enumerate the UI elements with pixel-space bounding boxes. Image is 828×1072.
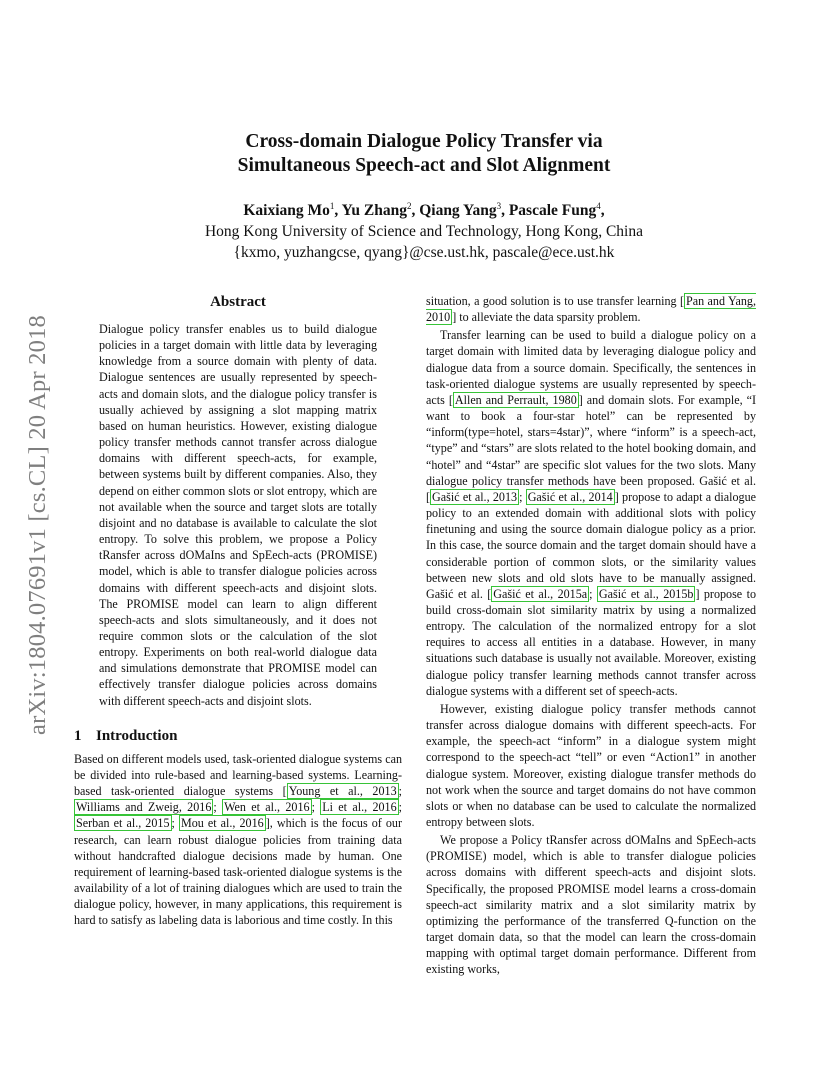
body-paragraph: [426, 293, 756, 325]
author-names: Kaixiang Mo$^1$, Yu Zhang$^2$, Qiang Yang$^3$, Pascale Fung$^4$,: [243, 201, 605, 220]
left-column: [74, 293, 402, 928]
author-affil-mark: 1: [329, 201, 335, 211]
citation-separator: ;: [398, 800, 403, 815]
citation-link[interactable]: Gašić et al., 2014: [527, 489, 613, 504]
author-emails: {kxmo, yuzhangcse, qyang}@cse.ust.hk, pascale@ece.ust.hk: [233, 244, 615, 262]
abstract-text: Dialogue policy transfer enables us to build dialogue policies in a target domain with little data by leveraging knowledge from a source domain with plenty of data. Dialogue sentences are usually represented by speech-acts and domain slots, and the dialogue policy transfer is usually achieved by assigning a slot mapping matrix based on human heuristics. However, existing dialogue policy transfer methods cannot transfer across dialogue domains with different speech-acts, for example, between systems built by different companies. Also, they depend on either common slots or slot entropy, which are not available when the source and target slots are totally disjoint and no database is available to calculate the slot entropy. To solve this problem, we propose a Policy tRansfer across dOMaIns and SpEech-acts (PROMISE) model, which is able to transfer dialogue policies across domains with different speech-acts and disjoint slots. The PROMISE model can learn to align different speech-acts and slots simultaneously, and it does not require common slots or the calculation of the slot entropy. Experiments on both real-world dialogue data and simulations demonstrate that PROMISE model can effectively transfer dialogue policies across domains with different speech-acts and disjoint slots.: [99, 322, 377, 708]
arxiv-identifier-text: arXiv:1804.07691v1 [cs.CL] 20 Apr 2018: [24, 315, 51, 735]
author-affiliation: Hong Kong University of Science and Technology, Hong Kong, China: [204, 223, 643, 241]
citation-link[interactable]: Allen and Perrault, 1980: [454, 392, 577, 407]
author-name: Qiang Yang: [419, 202, 497, 220]
citation-link[interactable]: Gašić et al., 2013: [432, 489, 518, 504]
paper-title: [150, 130, 698, 178]
section-title: Introduction: [96, 727, 178, 744]
body-paragraph: [426, 327, 756, 699]
intro-paragraph: [74, 751, 402, 929]
citation-separator: ;: [589, 586, 597, 601]
citation-link[interactable]: Wen et al., 2016: [224, 800, 310, 815]
paragraph-text: ] propose to adapt a dialogue policy to an extended domain with additional slots with policy finetuning and using the source domain dialogue policy as a prior. In this case, the source domain and the target domain should have a considerable portion of common slots, or the similarity values between new slots and old slots have to be manually assigned. Gašić et al. [: [426, 489, 756, 601]
citation-link[interactable]: Williams and Zweig, 2016: [76, 800, 212, 815]
title-line-2: Simultaneous Speech-act and Slot Alignment: [237, 155, 611, 176]
body-paragraph: We propose a Policy tRansfer across dOMaIns and SpEech-acts (PROMISE) model, which is able to transfer dialogue policies across domains with different speech-acts and disjoint slots. Specifically, the proposed PROMISE model learns a cross-domain speech-act similarity matrix and a slot similarity matrix by optimizing the performance of the transferred Q-function on the target domain data, so that the model can learn the cross-domain mapping with optimal target domain performance. Different from existing works,: [426, 833, 756, 977]
paragraph-text: ] to alleviate the data sparsity problem.: [452, 310, 641, 325]
paragraph-text: situation, a good solution is to use transfer learning [: [426, 294, 685, 308]
body-paragraph: However, existing dialogue policy transfer methods cannot transfer across dialogue domains with different speech-acts. For example, the speech-act “inform” in a dialogue system might correspond to the speech-act “tell” or even “Action1” in another dialogue system. Moreover, existing dialogue transfer methods do not work when the source and target domains do not have common slots or when no database can be used to calculate the normalized entropy between slots.: [426, 701, 756, 829]
citation-separator: ;: [311, 800, 321, 815]
citation-link[interactable]: Serban et al., 2015: [76, 816, 170, 831]
paragraph-text: ] and domain slots. For example, “I want to book a four-star hotel” can be represented by “inform(type=hotel, stars=4star)”, where “inform” is a speech-act, “type” and “stars” are slots related to the hotel booking domain, and “hotel” and “4star” are specific slot values for the two slots. Many dialogue policy transfer methods have been proposed. Gašić et al. [: [426, 392, 757, 504]
abstract-heading: Abstract: [210, 294, 266, 310]
citation-link[interactable]: Mou et al., 2016: [180, 816, 264, 831]
title-line-1: Cross-domain Dialogue Policy Transfer via: [245, 131, 603, 152]
paragraph-text: Transfer learning can be used to build a dialogue policy on a target domain with limited data by leveraging dialogue policy and dialogue data from a source domain. Specifically, the sentences in task-oriented dialogue systems are usually represented by speech-acts [: [426, 328, 756, 407]
section-heading-introduction: [74, 727, 402, 745]
citation-link[interactable]: Li et al., 2016: [322, 800, 397, 815]
paragraph-text: Based on different models used, task-oriented dialogue systems can be divided into rule-based and learning-based systems. Learning-based task-oriented dialogue systems [: [74, 751, 402, 799]
author-affil-mark: 4: [596, 201, 601, 211]
arxiv-identifier-watermark: [20, 290, 56, 760]
citation-link[interactable]: Young et al., 2013: [288, 784, 397, 799]
author-name: Kaixiang Mo: [243, 202, 330, 220]
author-block: [150, 196, 698, 263]
author-name: Pascale Fung: [508, 202, 597, 220]
citation-separator: ;: [398, 784, 402, 799]
paragraph-text: ] propose to build cross-domain slot similarity matrix by using a normalized entropy. The calculation of the normalized entropy for a slot requires to access all entities in a database. However, in many situations such database is usually not available. Moreover, existing dialogue policy transfer learning methods cannot transfer across dialogue systems with a different set of speech-acts.: [426, 586, 756, 698]
section-number: 1: [74, 727, 82, 744]
author-affil-mark: 3: [496, 201, 502, 211]
right-column: [426, 293, 756, 978]
citation-link[interactable]: Gašić et al., 2015a: [493, 586, 588, 601]
author-name: Yu Zhang: [341, 202, 407, 220]
citation-link[interactable]: Gašić et al., 2015b: [598, 586, 694, 601]
author-affil-mark: 2: [406, 201, 412, 211]
paragraph-text: ], which is the focus of our research, can learn robust dialogue policies from training data without handcrafted dialogue decisions made by human. One requirement of learning-based task-oriented dialogue systems is the availability of a lot of training dialogues which are used to train the dialogue policy, however, in many applications, this requirement is hard to satisfy as labeling data is laborious and time costly. In this: [74, 816, 402, 928]
citation-link[interactable]: Pan and Yang, 2010: [426, 294, 756, 325]
citation-separator: ;: [213, 800, 223, 815]
citation-separator: ;: [171, 816, 179, 831]
citation-separator: ;: [519, 489, 526, 504]
